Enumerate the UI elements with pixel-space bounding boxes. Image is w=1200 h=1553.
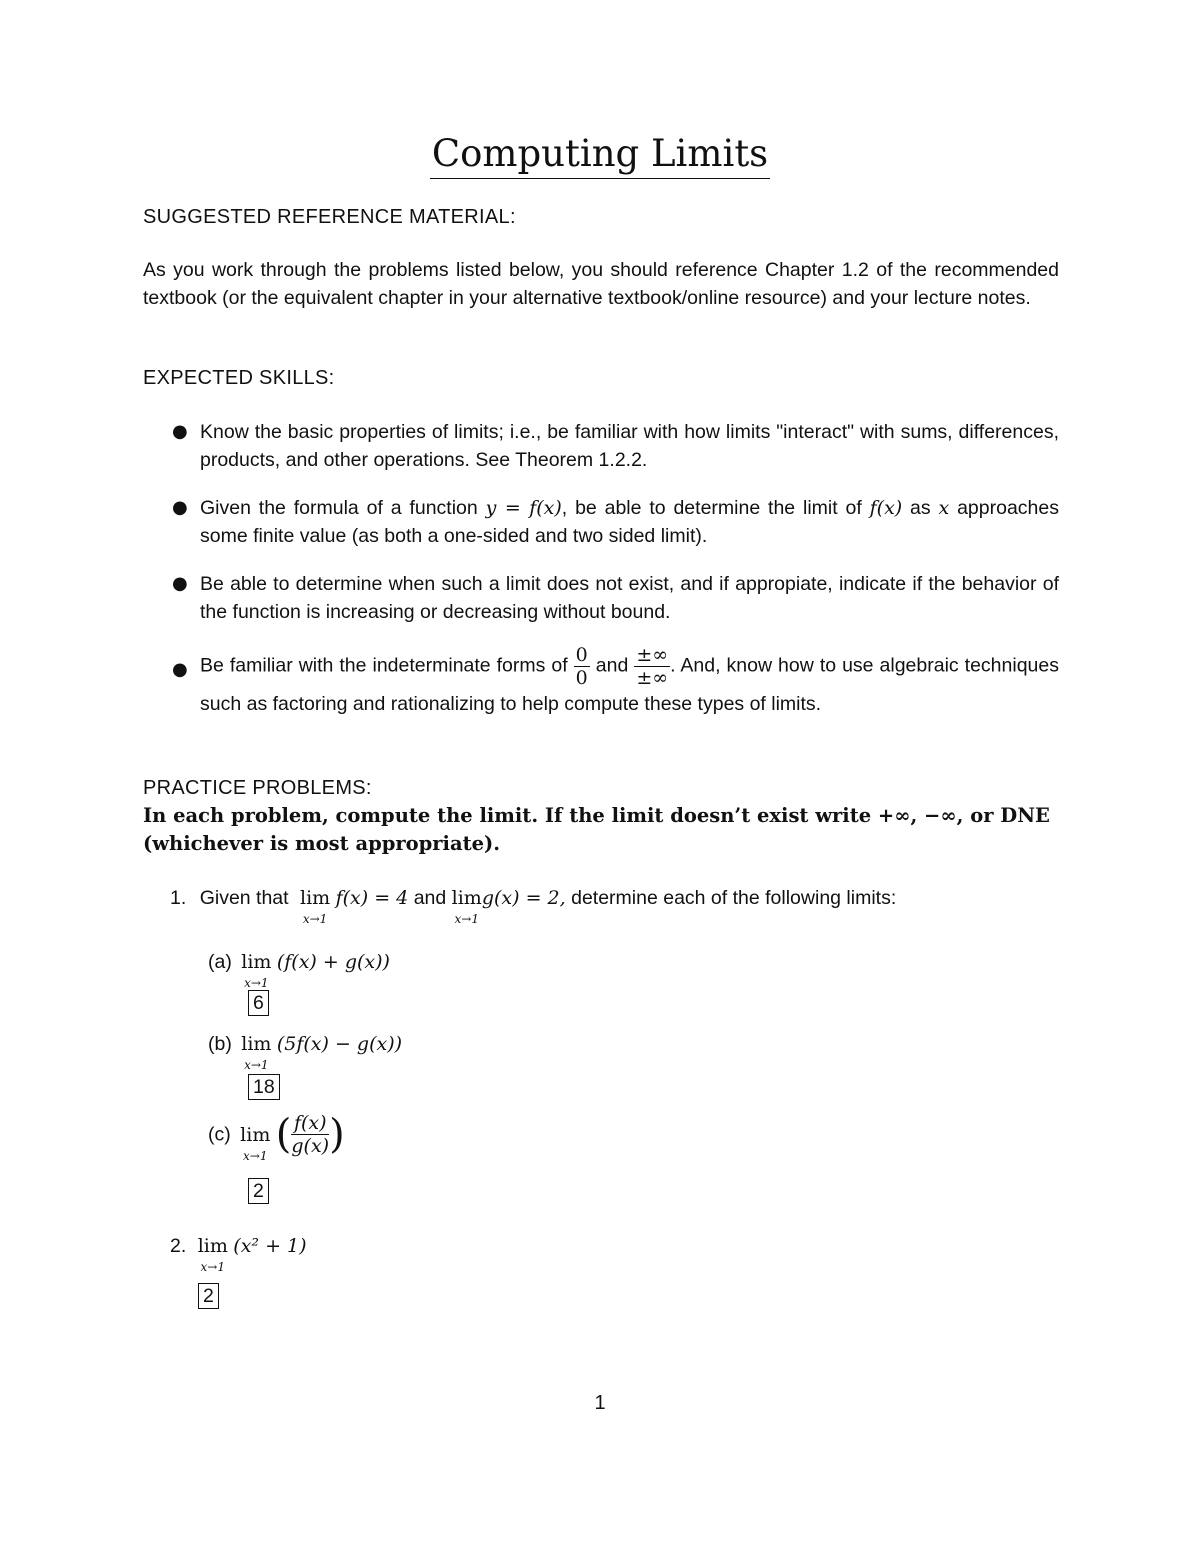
skills-heading: EXPECTED SKILLS:	[143, 367, 335, 389]
problem-1: 1. Given that lim x→1 f(x) = 4 and lim x→1 g(x) = 2, determine each of the following limits:	[170, 887, 897, 926]
fraction-inf-over-inf: $\frac{\pm\infty}{\pm\infty}$	[636, 644, 669, 689]
skill-text: Be familiar with the indeterminate forms of $\frac{0}{0}$ and $\frac{\pm\infty}{\pm\infty}$ . And, know how to use algebraic techniques such as factoring and rationalizing to help compute these types of limits.	[200, 644, 1059, 715]
skill-item-1	[143, 418, 1059, 474]
problem-1c: (c) lim x→1 ( $\frac{f(x)}{g(x)}$ )	[208, 1111, 345, 1163]
skill-text: Know the basic properties of limits; i.e., be familiar with how limits "interact" with sums, differences, products, and other operations. See Theorem 1.2.2.	[200, 421, 1059, 471]
bullet-icon: ●	[172, 421, 188, 442]
skill-item-2	[143, 494, 1059, 550]
skill-item-3	[143, 570, 1059, 626]
answer-box-1c: 2	[248, 1178, 269, 1204]
page-title: Computing Limits	[0, 132, 1200, 179]
skill-item-4	[143, 644, 1059, 748]
practice-heading: PRACTICE PROBLEMS:	[143, 777, 372, 799]
reference-paragraph: As you work through the problems listed below, you should reference Chapter 1.2 of the recommended textbook (or the equivalent chapter in your alternative textbook/online resource) and your lecture notes.	[143, 259, 1059, 309]
skill-text: Given the formula of a function y = f(x), be able to determine the limit of f(x) as x approaches some finite value (as both a one-sided and two sided limit).	[200, 497, 1059, 547]
bullet-icon: ●	[172, 659, 188, 680]
answer-box-2: 2	[198, 1283, 219, 1309]
instructions: In each problem, compute the limit. If the limit doesn’t exist write +∞, −∞, or DNE (whichever is most appropriate).	[143, 804, 1050, 855]
problem-2: 2. lim x→1 (x² + 1)	[170, 1235, 307, 1274]
problem-1a: (a) lim x→1 (f(x) + g(x))	[208, 951, 390, 990]
answer-box-1b: 18	[248, 1074, 280, 1100]
fraction-zero-over-zero: $\frac{0}{0}$	[575, 644, 588, 689]
skill-text: Be able to determine when such a limit does not exist, and if appropiate, indicate if the behavior of the function is increasing or decreasing without bound.	[200, 573, 1059, 623]
bullet-icon: ●	[172, 497, 188, 518]
reference-heading: SUGGESTED REFERENCE MATERIAL:	[143, 206, 516, 228]
page-number: 1	[594, 1392, 606, 1414]
bullet-icon: ●	[172, 573, 188, 594]
answer-box-1a: 6	[248, 990, 269, 1016]
problem-1b: (b) lim x→1 (5f(x) − g(x))	[208, 1033, 403, 1072]
